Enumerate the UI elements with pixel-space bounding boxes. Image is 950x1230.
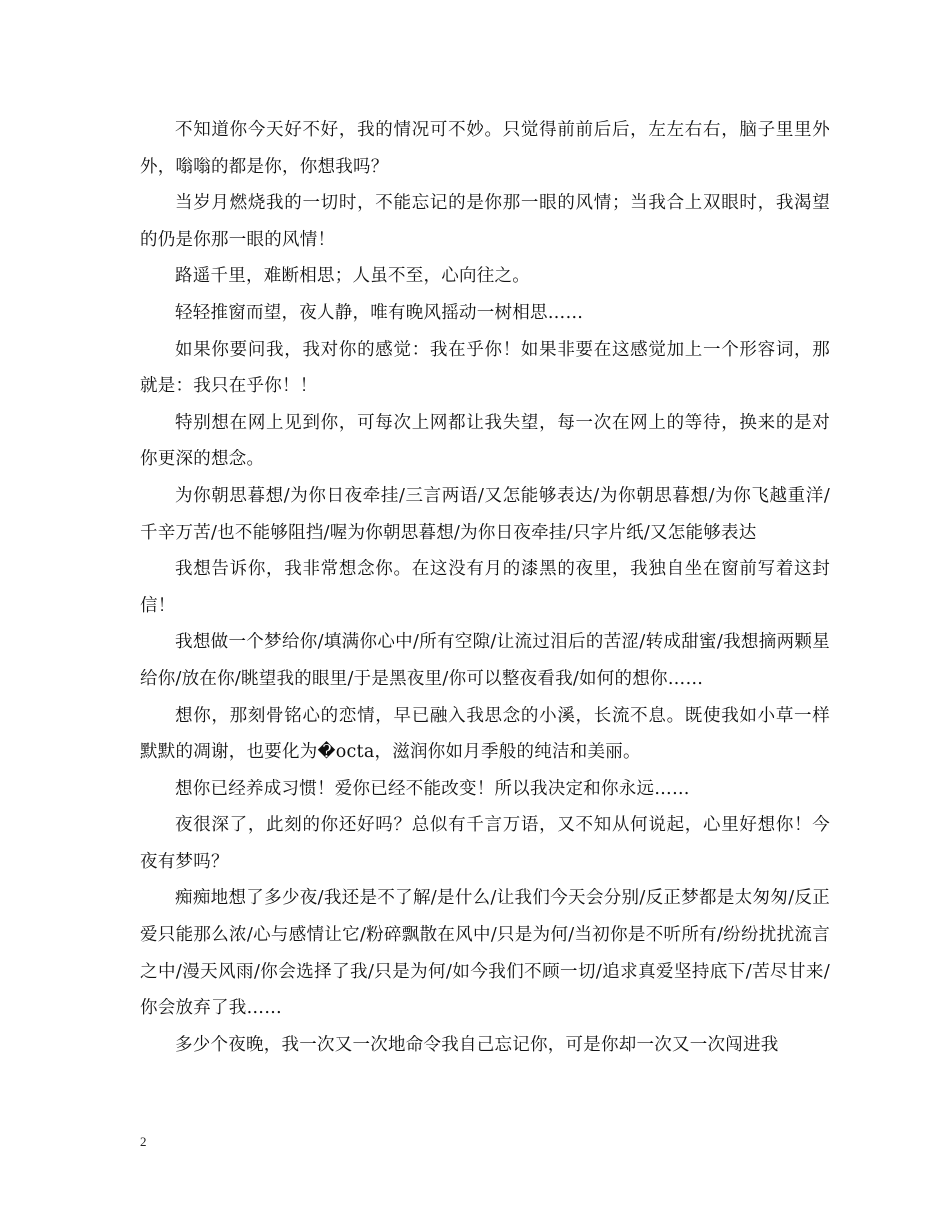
- paragraph: 痴痴地想了多少夜/我还是不了解/是什么/让我们今天会分别/反正梦都是太匆匆/反正爱只能那么浓/心与感情让它/粉碎飘散在风中/只是为何/当初你是不听所有/纷纷扰扰流言之中/漫天风雨/你会选择了我/只是为何/如今我们不顾一切/追求真爱坚持底下/苦尽甘来/你会放弃了我……: [140, 888, 830, 1019]
- paragraph: 多少个夜晚，我一次又一次地命令我自己忘记你，可是你却一次又一次闯进我: [175, 1034, 779, 1055]
- paragraph: 我想做一个梦给你/填满你心中/所有空隙/让流过泪后的苦涩/转成甜蜜/我想摘两颗星给你/放在你/眺望我的眼里/于是黑夜里/你可以整夜看我/如何的想你……: [140, 632, 830, 689]
- paragraph: 为你朝思暮想/为你日夜牵挂/三言两语/又怎能够表达/为你朝思暮想/为你飞越重洋/千辛万苦/也不能够阻挡/喔为你朝思暮想/为你日夜牵挂/只字片纸/又怎能够表达: [140, 485, 830, 543]
- paragraph: 当岁月燃烧我的一切时，不能忘记的是你那一眼的风情；当我合上双眼时，我渴望的仍是你那一眼的风情！: [140, 193, 830, 250]
- paragraph: 路遥千里，难断相思；人虽不至，心向往之。: [175, 266, 530, 287]
- paragraph: 轻轻推窗而望，夜人静，唯有晚风摇动一树相思……: [175, 302, 584, 323]
- paragraph: 不知道你今天好不好，我的情况可不妙。只觉得前前后后，左左右右，脑子里里外外，嗡嗡的都是你，你想我吗？: [140, 120, 830, 177]
- document-body: [140, 112, 830, 1063]
- paragraph: 特别想在网上见到你，可每次上网都让我失望，每一次在网上的等待，换来的是对你更深的想念。: [140, 412, 830, 470]
- paragraph: 夜很深了，此刻的你还好吗？总似有千言万语，又不知从何说起，心里好想你！今夜有梦吗？: [140, 815, 830, 872]
- page-number: 2: [140, 1134, 147, 1149]
- paragraph: 我想告诉你，我非常想念你。在这没有月的漆黑的夜里，我独自坐在窗前写着这封信！: [140, 559, 830, 616]
- paragraph: 如果你要问我，我对你的感觉：我在乎你！如果非要在这感觉加上一个形容词，那就是：我只在乎你！！: [140, 339, 830, 397]
- paragraph: 想你，那刻骨铭心的恋情，早已融入我思念的小溪，长流不息。既使我如小草一样默默的凋谢，也要化为�octa，滋润你如月季般的纯洁和美丽。: [140, 705, 830, 763]
- paragraph: 想你已经养成习惯！爱你已经不能改变！所以我决定和你永远……: [175, 778, 690, 799]
